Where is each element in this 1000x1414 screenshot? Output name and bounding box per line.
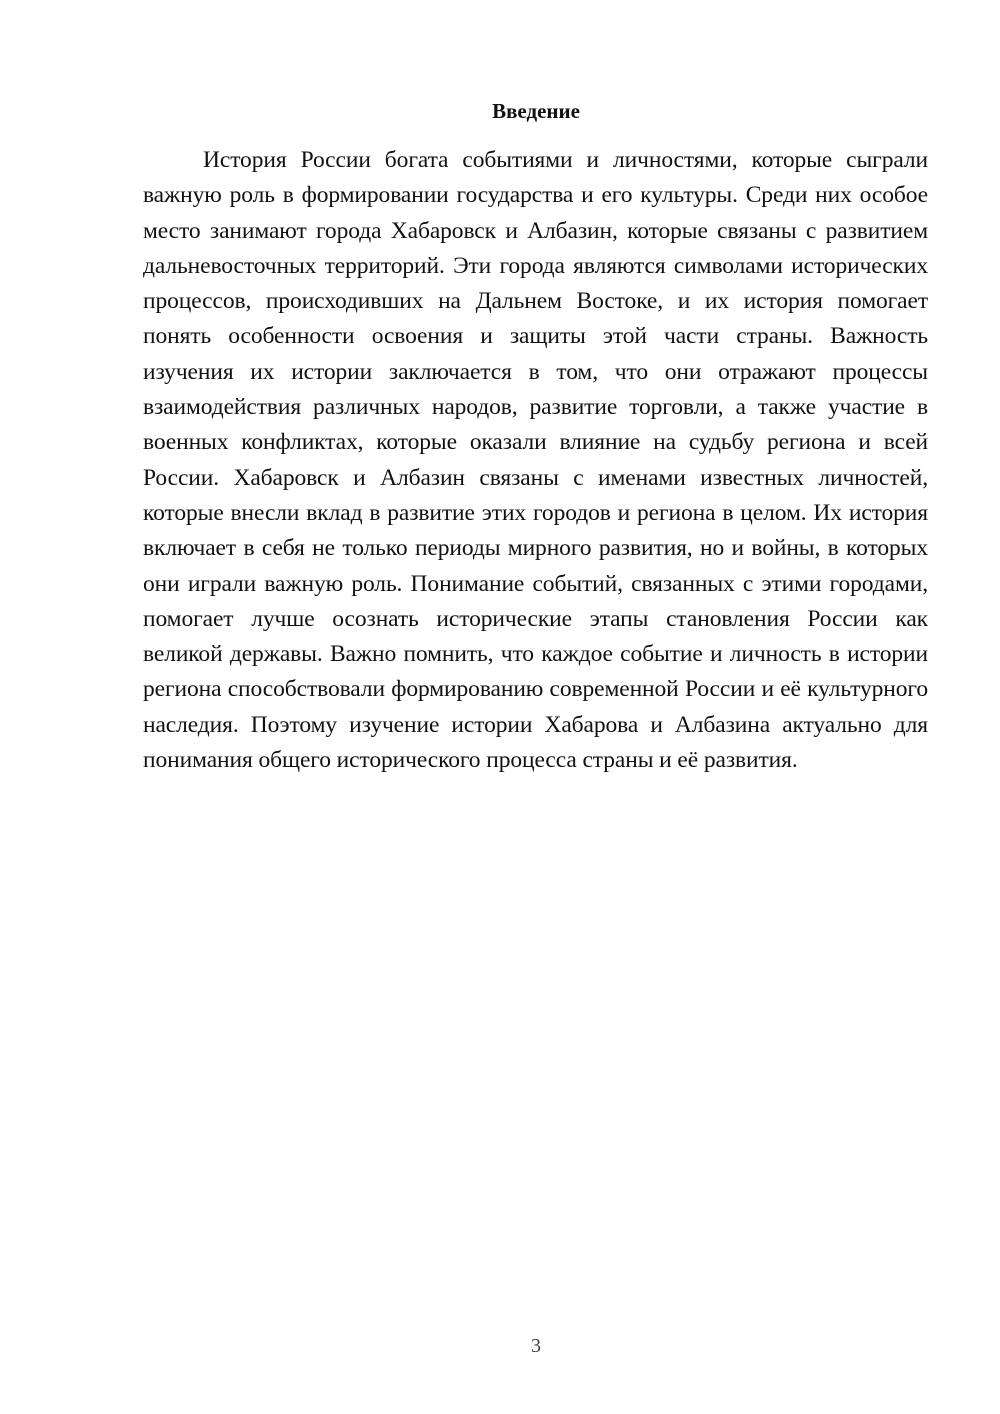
body-paragraph: История России богата событиями и личностями, которые сыграли важную роль в формировании государства и его культуры. Среди них особое место занимают города Хабаровск и Албазин, которые связаны с развитием дальневосточных территорий. Эти города являются символами исторических процессов, происходивших на Дальнем Востоке, и их история помогает понять особенности освоения и защиты этой части страны. Важность изучения их истории заключается в том, что они отражают процессы взаимодействия различных народов, развитие торговли, а также участие в военных конфликтах, которые оказали влияние на судьбу региона и всей России. Хабаровск и Албазин связаны с именами известных личностей, которые внесли вклад в развитие этих городов и региона в целом. Их история включает в себя не только периоды мирного развития, но и войны, в которых они играли важную роль. Понимание событий, связанных с этими городами, помогает лучше осознать исторические этапы становления России как великой державы. Важно помнить, что каждое событие и личность в истории региона способствовали формированию современной России и её культурного наследия. Поэтому изучение истории Хабарова и Албазина актуально для понимания общего исторического процесса страны и её развития.: [143, 147, 928, 774]
section-title: Введение: [492, 99, 580, 123]
page-number: 3: [531, 1335, 541, 1357]
